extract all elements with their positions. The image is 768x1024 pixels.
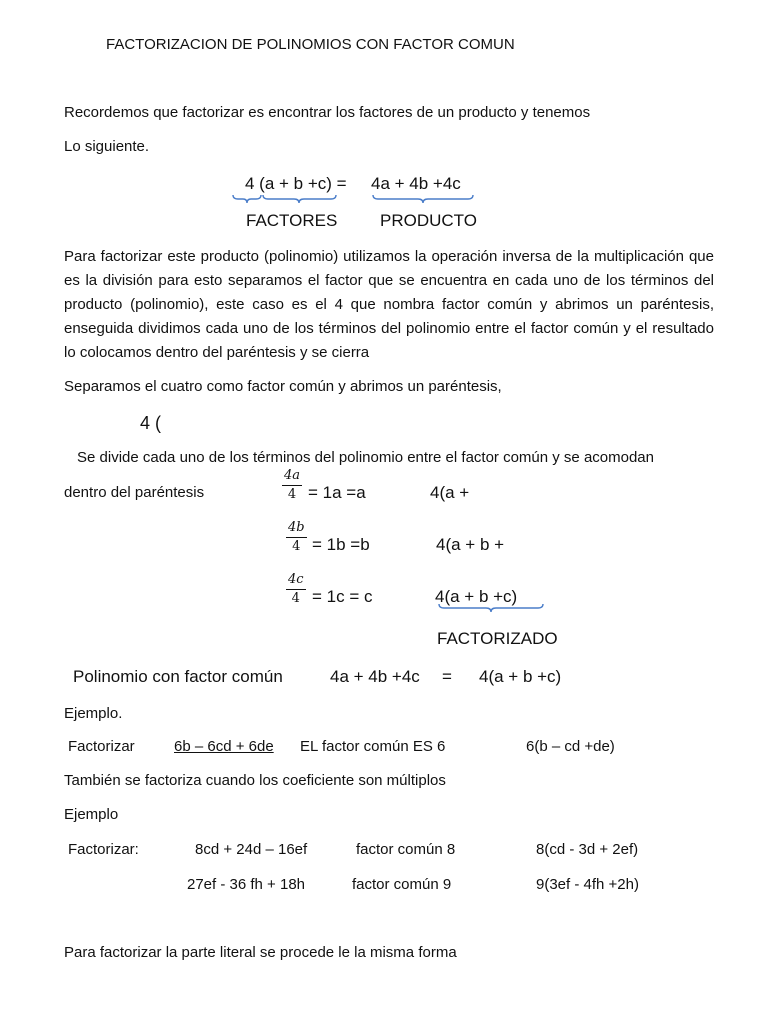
summary-equals: = <box>442 667 452 686</box>
division-result: = 1c = c <box>312 587 373 606</box>
brace-factorizado <box>438 603 544 613</box>
fraction-denominator: 4 <box>287 487 297 502</box>
summary-polynomial: 4a + 4b +4c <box>330 667 420 686</box>
factored-expression: 4 (a + b +c) = <box>245 174 347 193</box>
intro-line-2: Lo siguiente. <box>64 138 150 155</box>
fraction-denominator: 4 <box>292 539 301 554</box>
brace-product <box>372 194 474 204</box>
fraction-bar <box>286 537 307 538</box>
factoring-step: 4(a + b +c) <box>435 587 518 606</box>
example-expression: 6b – 6cd + 6de <box>174 738 274 755</box>
fraction-4b-over-4 <box>286 520 307 555</box>
example-common-factor: factor común 9 <box>352 876 452 893</box>
factoring-step: 4(a + <box>430 483 470 502</box>
fraction-4a-over-4 <box>282 468 302 503</box>
division-result: = 1a =a <box>308 483 366 502</box>
fraction-4c-over-4 <box>286 572 306 607</box>
label-producto: PRODUCTO <box>380 211 477 230</box>
factorizar-label-2: Factorizar: <box>68 841 139 858</box>
separamos-line: Separamos el cuatro como factor común y abrimos un paréntesis, <box>64 378 502 395</box>
factoring-step: 4(a + b + <box>436 535 505 554</box>
product-expression: 4a + 4b +4c <box>371 174 461 193</box>
fraction-bar <box>282 485 302 486</box>
example-result: 6(b – cd +de) <box>526 738 615 755</box>
divide-line: Se divide cada uno de los términos del polinomio entre el factor común y se acomodan <box>77 449 654 466</box>
example-common-factor: EL factor común ES 6 <box>300 738 446 755</box>
page-title: FACTORIZACION DE POLINOMIOS CON FACTOR COMUN <box>106 36 515 53</box>
intro-line: Recordemos que factorizar es encontrar los factores de un producto y tenemos <box>64 104 591 121</box>
dentro-line: dentro del paréntesis <box>64 484 205 501</box>
open-paren-step: 4 ( <box>140 413 162 433</box>
example-common-factor: factor común 8 <box>356 841 456 858</box>
label-factores: FACTORES <box>246 211 338 230</box>
ejemplo-heading-2: Ejemplo <box>64 806 119 823</box>
brace-factor-sum <box>262 194 337 204</box>
brace-factor-4 <box>232 194 262 204</box>
label-factorizado: FACTORIZADO <box>437 629 558 648</box>
multiples-line: También se factoriza cuando los coeficiente son múltiplos <box>64 772 446 789</box>
explanation-paragraph: Para factorizar este producto (polinomio) utilizamos la operación inversa de la multiplicación que es la división para esto separamos el factor que se encuentra en cada uno de los términos del producto (polinomio), este caso es el 4 que nombra factor común y abrimos un paréntesis, enseguida dividimos cada uno de los términos del polinomio entre el factor común y el resultado lo colocamos dentro del paréntesis y se cierra <box>64 248 714 361</box>
ejemplo-heading: Ejemplo. <box>64 705 123 722</box>
example-result: 8(cd - 3d + 2ef) <box>536 841 639 858</box>
division-result: = 1b =b <box>312 535 370 554</box>
fraction-bar <box>286 589 306 590</box>
summary-factored: 4(a + b +c) <box>479 667 562 686</box>
fraction-numerator: 4a <box>284 468 301 483</box>
fraction-numerator: 4c <box>288 572 304 587</box>
fraction-numerator: 4b <box>288 520 305 535</box>
example-result: 9(3ef - 4fh +2h) <box>536 876 639 893</box>
fraction-denominator: 4 <box>291 591 300 606</box>
factorizar-label: Factorizar <box>68 738 135 755</box>
summary-label: Polinomio con factor común <box>73 667 283 686</box>
example-expression: 8cd + 24d – 16ef <box>195 841 308 858</box>
example-expression: 27ef - 36 fh + 18h <box>187 876 306 893</box>
final-line: Para factorizar la parte literal se procede le la misma forma <box>64 944 457 961</box>
